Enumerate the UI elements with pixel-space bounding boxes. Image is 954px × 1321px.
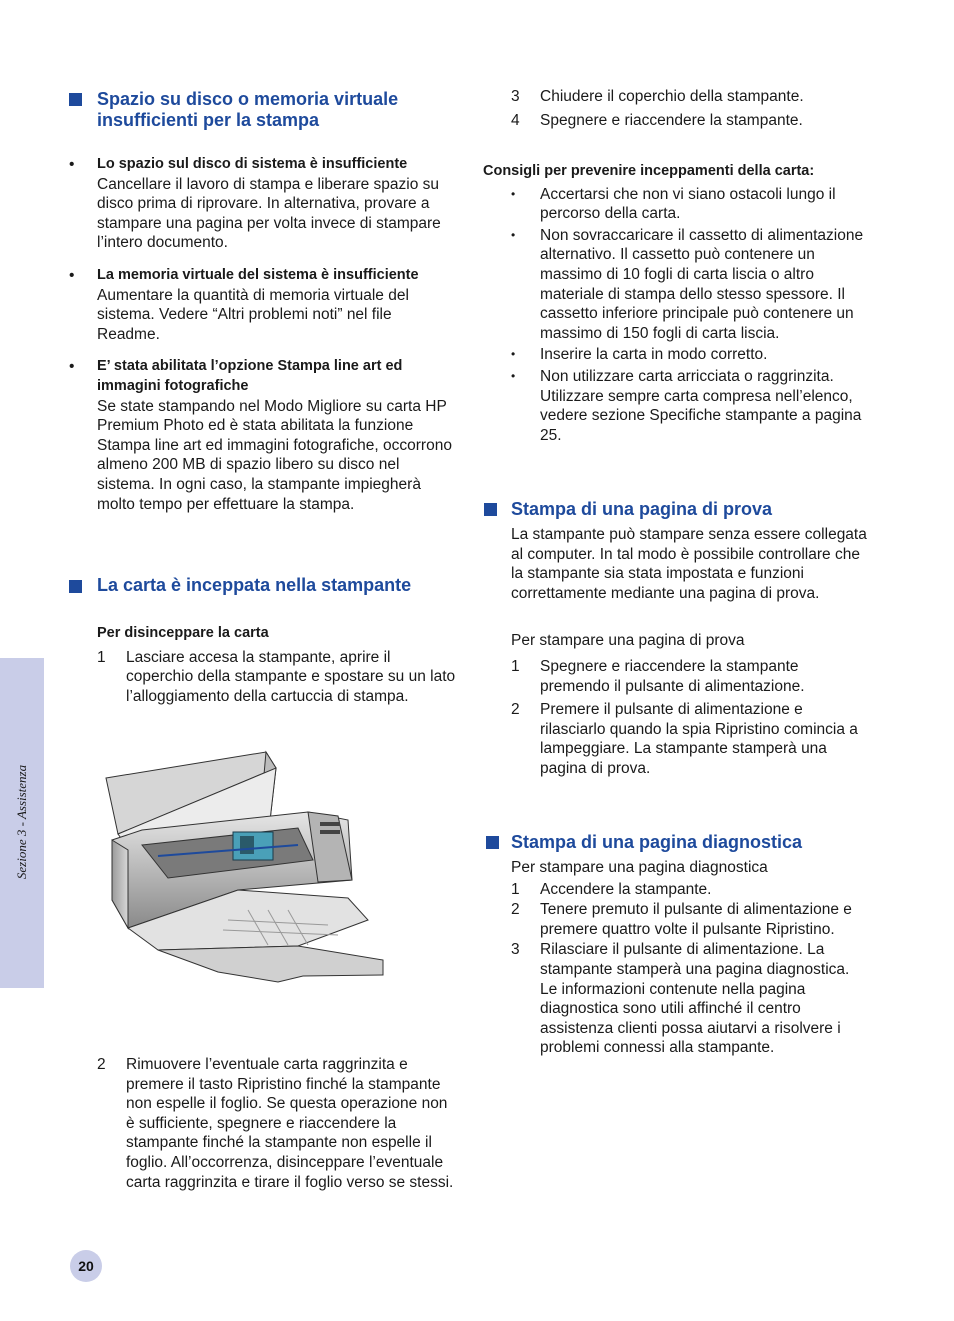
step-text: Rilasciare il pulsante di alimentazione. La stampante stamperà una pagina diagnostica. Le informazioni contenute nella pagina diagnostica sono utili affinché il centro assistenza clienti possa aiutarvi a risolvere i problemi connessi alla stampante. [540,941,850,1057]
step-number: 3 [511,88,520,105]
step-number: 1 [511,657,520,675]
tips-list [483,185,868,446]
step-text: Tenere premuto il pulsante di alimentazione e premere quattro volte il pulsante Ripristino. [540,901,852,938]
step-number: 2 [511,901,520,919]
diagnostic-subtitle: Per stampare una pagina diagnostica [511,859,768,876]
bullet-item [69,357,457,514]
step-number: 1 [511,880,520,898]
printer-illustration [98,750,388,990]
numbered-step [97,648,457,707]
test-page-section [511,525,869,779]
unjam-steps-continued [511,87,866,130]
heading-square-icon [69,580,82,593]
numbered-step [511,111,866,131]
bullet-mark: • [69,156,75,173]
test-page-body: La stampante può stampare senza essere collegata al computer. In tal modo è possibile controllare che la stampante sia stata impostata e funzioni correttamente mediante una pagina di prova. [511,526,867,602]
bullet-mark: • [69,358,75,376]
step-text: Chiudere il coperchio della stampante. [540,88,804,105]
step-text: Spegnere e riaccendere la stampante premendo il pulsante di alimentazione. [540,657,805,695]
tip-text: Non utilizzare carta arricciata o raggrinzita. Utilizzare sempre carta compresa nell’elenco, vedere sezione Specifiche stampante a pagina 25. [540,367,862,444]
bullet-body: Aumentare la quantità di memoria virtuale del sistema. Vedere “Altri problemi noti” nel file Readme. [97,286,409,343]
step-number: 3 [511,941,520,959]
tips-title: Consigli per prevenire inceppamenti della carta: [483,163,815,179]
step-text: Lasciare accesa la stampante, aprire il coperchio della stampante e spostare su un lato l’alloggiamento della cartuccia di stampa. [126,648,456,705]
numbered-step [511,700,869,778]
left-bullets [69,155,457,514]
step-number: 2 [97,1056,106,1073]
step-text: Spegnere e riaccendere la stampante. [540,111,803,129]
numbered-step [511,900,869,939]
tip-item [511,185,868,224]
unjam-step-2 [97,1055,457,1192]
step-text: Rimuovere l’eventuale carta raggrinzita e premere il tasto Ripristino finché la stampante non espelle il foglio. Se questa operazione non è sufficiente, spegnere e riaccendere la stampante finché la stampante non espelle il foglio. All’occorrenza, disinceppare l’eventuale carta raggrinzita e tirare il foglio verso se stessi. [126,1056,454,1191]
heading-pagina-diagnostica: Stampa di una pagina diagnostica [511,832,803,852]
step-text: Premere il pulsante di alimentazione e rilasciarlo quando la spia Ripristino comincia a lampeggiare. La stampante stamperà una pagina di prova. [540,701,858,777]
bullet-mark: • [69,266,75,284]
tip-mark: • [511,347,516,362]
numbered-step [511,880,869,900]
tip-text: Inserire la carta in modo corretto. [540,346,768,364]
bullet-title: La memoria virtuale del sistema è insufficiente [97,266,419,283]
diagnostic-section [511,858,869,1058]
bullet-body: Se state stampando nel Modo Migliore su carta HP Premium Photo ed è stata abilitata la funzione Stampa line art ed immagini fotografiche, occorrono almeno 200 MB di spazio libero su disco nel sistema. In ogni caso, la stampante impiegherà molto tempo per effettuare la stampa. [97,397,452,513]
heading-square-icon [484,503,497,516]
test-page-subtitle: Per stampare una pagina di prova [511,632,745,650]
tips-section [483,162,868,445]
tip-item [511,226,868,344]
step-number: 4 [511,111,520,129]
numbered-step [511,940,869,1058]
step-number: 1 [97,648,106,666]
heading-pagina-prova: Stampa di una pagina di prova [511,499,773,519]
page-number: 20 [70,1250,102,1282]
heading-spazio-disco: Spazio su disco o memoria virtuale insufficienti per la stampa [97,89,399,130]
bullet-item [69,266,457,344]
heading-square-icon [486,836,499,849]
step-number: 2 [511,701,520,719]
unjam-procedure [97,624,457,706]
numbered-step [511,87,866,107]
heading-square-icon [69,93,82,106]
heading-carta-inceppata: La carta è inceppata nella stampante [97,575,412,595]
bullet-body: Cancellare il lavoro di stampa e liberare spazio su disco prima di riprovare. In alternativa, provare a stampare una pagina per volta invece di stampare l’intero documento. [97,175,441,252]
tip-mark: • [511,368,516,383]
tip-item [511,367,868,445]
numbered-step [97,1055,457,1192]
step-text: Accendere la stampante. [540,880,712,898]
procedure-subtitle: Per disinceppare la carta [97,625,269,641]
numbered-step [511,657,869,696]
tip-mark: • [511,227,516,242]
tip-mark: • [511,186,516,201]
bullet-title: Lo spazio sul disco di sistema è insufficiente [97,156,408,172]
bullet-title: E’ stata abilitata l’opzione Stampa line art ed immagini fotografiche [97,358,403,394]
tip-text: Non sovraccaricare il cassetto di alimentazione alternativo. Il cassetto può contenere un massimo di 10 fogli di carta liscia o altro materiale di stampa dello stesso spessore. Il cassetto inferiore principale può contenere un massimo di 150 fogli di carta liscia. [540,226,864,342]
side-tab-label: Sezione 3 - Assistenza [14,764,30,880]
bullet-item [69,155,457,253]
tip-text: Accertarsi che non vi siano ostacoli lungo il percorso della carta. [540,185,836,223]
tip-item [511,345,868,365]
